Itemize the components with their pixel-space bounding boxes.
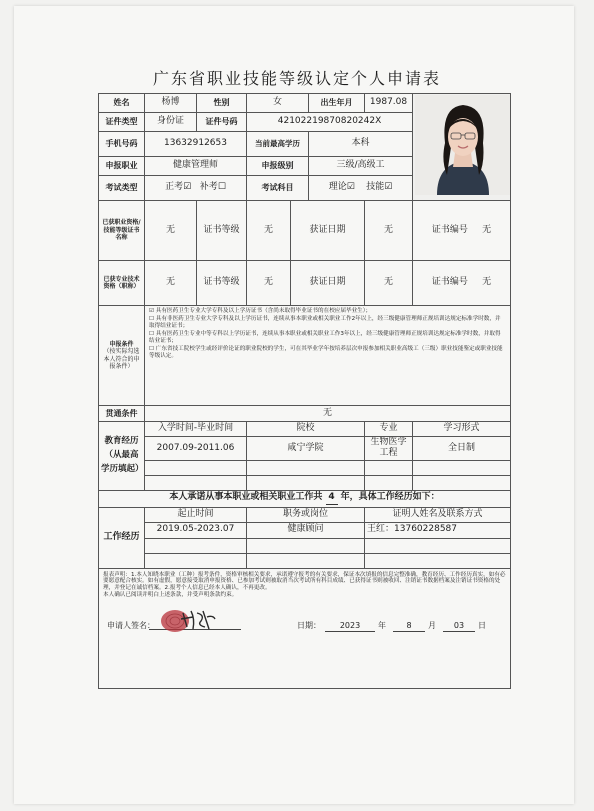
conditions-list xyxy=(145,306,511,406)
birth-label: 出生年月 xyxy=(309,94,365,113)
phone-value: 13632912653 xyxy=(145,132,247,157)
subject-skill: 技能 xyxy=(366,182,385,193)
work-header-time: 起止时间 xyxy=(145,507,247,522)
condition-checkbox[interactable]: ☐ xyxy=(149,315,155,322)
level-label: 申报级别 xyxy=(247,157,309,176)
professional-date-value: 无 xyxy=(365,261,413,306)
work-header-position: 职务或岗位 xyxy=(247,507,365,522)
date-day-unit: 日 xyxy=(478,621,486,631)
date-day[interactable]: 03 xyxy=(443,621,475,632)
education-cell xyxy=(413,460,511,475)
through-label: 贯通条件 xyxy=(99,406,145,422)
education-cell: 2007.09-2011.06 xyxy=(145,437,247,461)
name-value: 杨博 xyxy=(145,94,197,113)
qualification-grade-value: 无 xyxy=(247,201,291,261)
education-cell xyxy=(365,475,413,490)
education-cell: 生物医学工程 xyxy=(365,437,413,461)
education-cell xyxy=(145,475,247,490)
education-header-school: 院校 xyxy=(247,422,365,437)
condition-item xyxy=(149,316,506,330)
work-label: 工作经历 xyxy=(99,507,145,568)
condition-text: 具有非医药卫生专业大学专科及以上学历证书，连续从事本职业或相关职业工作2年以上，经三级健康管理师正规培训达规定标准学时数，并取得结业证书； xyxy=(149,315,501,329)
qualification-date-label: 获证日期 xyxy=(291,201,365,261)
work-cell xyxy=(145,538,247,553)
examtype-normal-checkbox[interactable]: ☑ xyxy=(183,182,192,193)
conditions-sublabel: （按实际勾选本人符合的申报条件） xyxy=(103,348,140,370)
professional-title-name: 无 xyxy=(145,261,197,306)
examtype-makeup-checkbox[interactable]: ☐ xyxy=(217,182,226,193)
date-month-unit: 月 xyxy=(428,621,436,631)
work-cell: 2019.05-2023.07 xyxy=(145,522,247,538)
idno-label: 证件号码 xyxy=(197,113,247,132)
condition-checkbox[interactable]: ☐ xyxy=(149,330,155,337)
work-cell xyxy=(365,538,511,553)
conditions-label-cell xyxy=(99,306,145,406)
declaration-text: 报表声明：1.本人知晓本职业（工种）报考条件，资格审核相关要求，承诺遵守报考的有关要求，保证本次填报的信息完整准确，教育经历、工作经历真实，如有必要愿意配合核实。如有虚假，愿意接受取消申报资格、已参加考试则被取消当次考试所有科目成绩、已获得证书则被收回、注销证书数据档案及注销证书资格的处理，并登记在诚信档案。2.报考个人信息已经本人确认，不再更改。 xyxy=(103,571,506,592)
education-cell: 咸宁学院 xyxy=(247,437,365,461)
declaration xyxy=(99,568,511,688)
subject-options xyxy=(309,176,413,201)
professional-grade-label: 证书等级 xyxy=(197,261,247,306)
condition-item xyxy=(149,346,506,360)
subject-label: 考试科目 xyxy=(247,176,309,201)
date-month[interactable]: 8 xyxy=(393,621,425,632)
education-label: 教育经历（从最高学历填起） xyxy=(99,422,145,491)
date-year-unit: 年 xyxy=(378,621,386,631)
education-cell xyxy=(413,475,511,490)
education-header-time: 入学时间-毕业时间 xyxy=(145,422,247,437)
work-cell: 健康顾问 xyxy=(247,522,365,538)
work-cell xyxy=(365,553,511,568)
signature-image xyxy=(153,605,223,633)
idno-value: 42102219870820242X xyxy=(247,113,413,132)
professional-no-label: 证书编号 xyxy=(431,277,468,288)
signature-label: 申请人签名： xyxy=(107,621,155,631)
qualification-date-value: 无 xyxy=(365,201,413,261)
condition-text: 具有医药卫生专业中等专科以上学历证书，连续从事本职业或相关职业工作3年以上，经三级健康管理师正规培训达规定标准学时数，并取得结业证书； xyxy=(149,330,501,344)
name-label: 姓名 xyxy=(99,94,145,113)
gender-value: 女 xyxy=(247,94,309,113)
applicant-photo xyxy=(413,94,511,201)
subject-skill-checkbox[interactable]: ☑ xyxy=(384,182,393,193)
professional-date-label: 获证日期 xyxy=(291,261,365,306)
qualification-no-value: 无 xyxy=(482,224,492,235)
qualification-cert-name: 无 xyxy=(145,201,197,261)
work-cell xyxy=(145,553,247,568)
education-level-label: 当前最高学历 xyxy=(247,132,309,157)
through-value: 无 xyxy=(145,406,511,422)
education-cell: 全日制 xyxy=(413,437,511,461)
declaration-confirm: 本人确认已阅读并明白上述条款，并受声明条款约束。 xyxy=(103,592,238,599)
signature-row xyxy=(103,599,506,633)
examtype-normal: 正考 xyxy=(165,182,184,193)
education-level-value: 本科 xyxy=(309,132,413,157)
birth-value: 1987.08 xyxy=(365,94,413,113)
condition-text: 广东省技工院校学生或经评价论证的职业院校的学生，可在其毕业学年按培养层次申报参加相关职业高级工（三级）职业技能鉴定或职业技能等级认定。 xyxy=(149,345,503,359)
qualification-no-cell xyxy=(413,201,511,261)
examtype-makeup: 补考 xyxy=(199,182,218,193)
portrait-image xyxy=(415,95,511,195)
gender-label: 性别 xyxy=(197,94,247,113)
professional-grade-value: 无 xyxy=(247,261,291,306)
condition-checkbox[interactable]: ☑ xyxy=(149,308,155,314)
education-cell xyxy=(247,475,365,490)
form-title: 广东省职业技能等级认定个人申请表 xyxy=(152,69,441,88)
work-years: 4 xyxy=(326,492,338,504)
subject-theory: 理论 xyxy=(328,182,347,193)
professional-title-label: 已获专业技术资格（职称） xyxy=(99,261,145,306)
condition-item xyxy=(149,331,506,345)
phone-label: 手机号码 xyxy=(99,132,145,157)
education-cell xyxy=(145,460,247,475)
idtype-label: 证件类型 xyxy=(99,113,145,132)
professional-no-cell xyxy=(413,261,511,306)
qualification-cert-label: 已获职业资格/技能等级证书名称 xyxy=(99,201,145,261)
examtype-options xyxy=(145,176,247,201)
work-commitment xyxy=(99,490,511,507)
idtype-value: 身份证 xyxy=(145,113,197,132)
professional-no-value: 无 xyxy=(482,277,492,288)
education-cell xyxy=(365,460,413,475)
work-cell xyxy=(247,538,365,553)
level-value: 三级/高级工 xyxy=(309,157,413,176)
commitment-text-pre: 本人承诺从事本职业或相关职业工作共 xyxy=(169,492,323,503)
date-year[interactable]: 2023 xyxy=(325,621,375,632)
subject-theory-checkbox[interactable]: ☑ xyxy=(346,182,355,193)
education-header-major: 专业 xyxy=(365,422,413,437)
education-header-mode: 学习形式 xyxy=(413,422,511,437)
condition-text: 具有医药卫生专业大学专科及以上学历证书（含尚未取得毕业证书的在校应届毕业生）； xyxy=(155,308,372,314)
job-value: 健康管理师 xyxy=(145,157,247,176)
condition-checkbox[interactable]: ☐ xyxy=(149,345,155,352)
work-cell xyxy=(247,553,365,568)
job-label: 申报职业 xyxy=(99,157,145,176)
education-cell xyxy=(247,460,365,475)
examtype-label: 考试类型 xyxy=(99,176,145,201)
application-form xyxy=(98,93,511,689)
work-header-reference: 证明人姓名及联系方式 xyxy=(365,507,511,522)
qualification-no-label: 证书编号 xyxy=(431,224,468,235)
condition-item xyxy=(149,308,506,315)
commitment-text-post: 年，具体工作经历如下： xyxy=(340,492,440,503)
conditions-label: 申报条件 xyxy=(109,340,134,348)
date-label: 日期： xyxy=(297,621,321,631)
qualification-grade-label: 证书等级 xyxy=(197,201,247,261)
work-cell: 王红：13760228587 xyxy=(365,522,511,538)
